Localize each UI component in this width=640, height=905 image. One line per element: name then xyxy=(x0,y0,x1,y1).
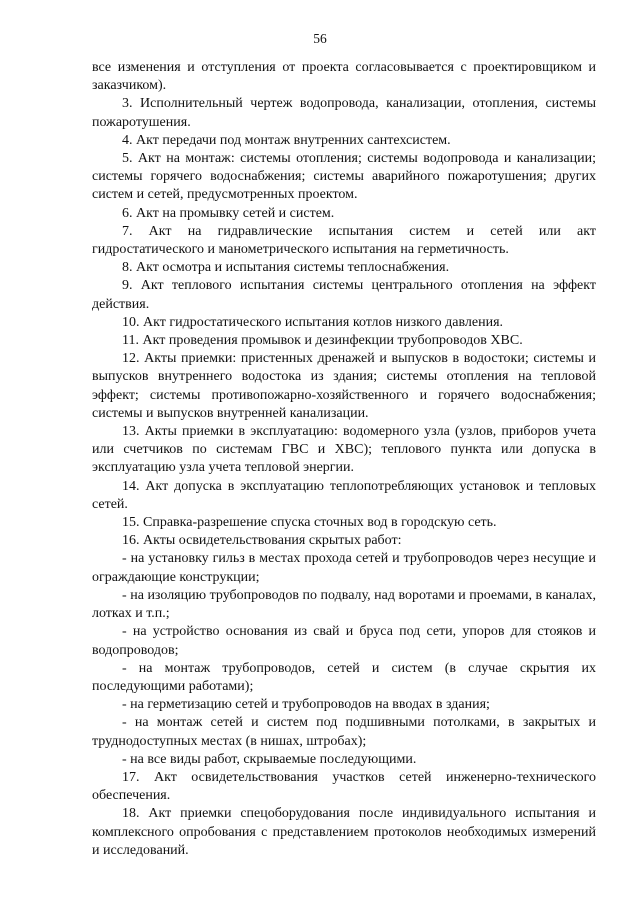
paragraph-item-9: 9. Акт теплового испытания системы центрального отопления на эффект действия. xyxy=(92,278,596,312)
list-item-ceiling-installation: - на монтаж сетей и систем под подшивными потолками, в закрытых и труднодоступных местах (в нишах, штробах); xyxy=(92,715,596,749)
paragraph-item-3: 3. Исполнительный чертеж водопровода, канализации, отопления, системы пожаротушения. xyxy=(92,96,596,130)
list-item-all-works: - на все виды работ, скрываемые последующими. xyxy=(122,751,417,767)
list-item-insulation: - на изоляцию трубопроводов по подвалу, над воротами и проемами, в каналах, лотках и т.п.; xyxy=(92,587,596,622)
paragraph-item-18: 18. Акт приемки спецоборудования после индивидуального испытания и комплексного опробования с представлением протоколов необходимых измерений и исследований. xyxy=(92,806,596,858)
paragraph-item-7: 7. Акт на гидравлические испытания систем и сетей или акт гидростатического и манометрического испытания на герметичность. xyxy=(92,223,596,258)
list-item-foundation: - на устройство основания из свай и бруса под сети, упоров для стояков и водопроводов; xyxy=(92,624,596,658)
paragraph-continuation: все изменения и отступления от проекта согласовывается с проектировщиком и заказчиком). xyxy=(92,60,596,94)
paragraph-item-8: 8. Акт осмотра и испытания системы теплоснабжения. xyxy=(122,260,450,276)
paragraph-item-10: 10. Акт гидростатического испытания котлов низкого давления. xyxy=(122,314,504,330)
paragraph-item-16: 16. Акты освидетельствования скрытых работ: xyxy=(122,533,402,549)
list-item-pipe-installation: - на монтаж трубопроводов, сетей и систем (в случае скрытия их последующими работами); xyxy=(92,660,596,694)
paragraph-item-15: 15. Справка-разрешение спуска сточных вод в городскую сеть. xyxy=(122,515,497,531)
paragraph-item-17: 17. Акт освидетельствования участков сетей инженерно-технического обеспечения. xyxy=(92,769,596,804)
paragraph-item-4: 4. Акт передачи под монтаж внутренних сантехсистем. xyxy=(122,132,451,148)
document-body xyxy=(92,59,596,860)
list-item-sleeves: - на установку гильз в местах прохода сетей и трубопроводов через несущие и ограждающие конструкции; xyxy=(92,551,596,585)
page-number: 56 xyxy=(313,31,327,46)
paragraph-item-14: 14. Акт допуска в эксплуатацию теплопотребляющих установок и тепловых сетей. xyxy=(92,478,596,512)
paragraph-item-12: 12. Акты приемки: пристенных дренажей и выпусков в водостоки; системы и выпусков внутреннего водостока из здания; системы отопления на тепловой эффект; системы противопожарно-хозяйственного и горячего водоснабжения; системы и выпусков внутренней канализации. xyxy=(92,351,596,421)
list-item-sealing: - на герметизацию сетей и трубопроводов на вводах в здания; xyxy=(122,697,490,713)
paragraph-item-6: 6. Акт на промывку сетей и систем. xyxy=(122,205,335,221)
paragraph-item-5: 5. Акт на монтаж: системы отопления; системы водопровода и канализации; системы горячего водоснабжения; системы аварийного пожаротушения; других систем и сетей, предусмотренных проектом. xyxy=(92,151,596,203)
paragraph-item-13: 13. Акты приемки в эксплуатацию: водомерного узла (узлов, приборов учета или счетчиков по системам ГВС и ХВС); теплового пункта или допуска в эксплуатацию узла учета тепловой энергии. xyxy=(92,424,596,476)
paragraph-item-11: 11. Акт проведения промывок и дезинфекции трубопроводов ХВС. xyxy=(122,333,523,349)
